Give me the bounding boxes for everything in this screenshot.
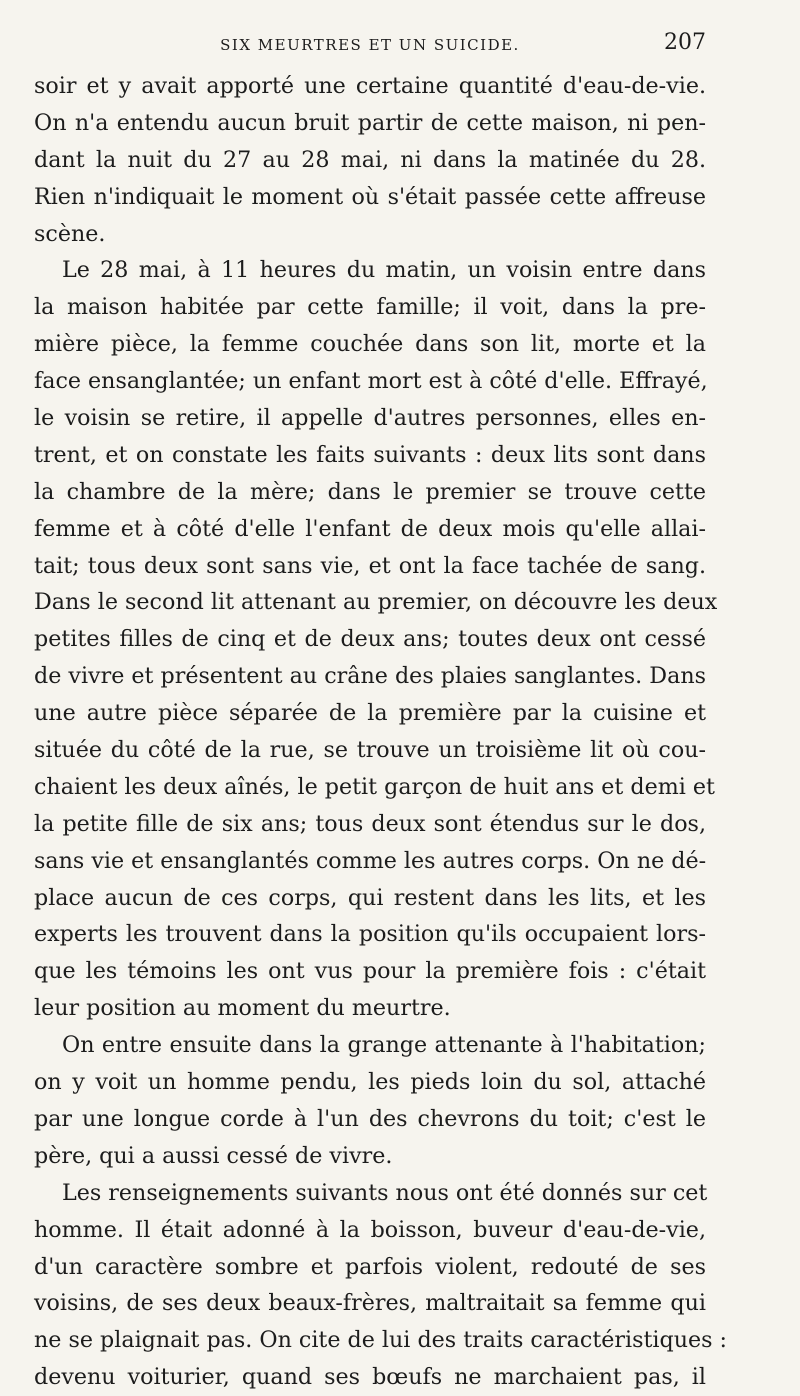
text-line: On n'a entendu aucun bruit partir de cette maison, ni pen-: [34, 109, 706, 136]
text-line: par une longue corde à l'un des chevrons du toit; c'est le: [34, 1105, 706, 1132]
text-line: soir et y avait apporté une certaine quantité d'eau-de-vie.: [34, 73, 706, 99]
text-line: la chambre de la mère; dans le premier se trouve cette: [34, 478, 706, 505]
text-line: sans vie et ensanglantés comme les autres corps. On ne dé-: [34, 847, 707, 874]
text-line: chaient les deux aînés, le petit garçon de huit ans et demi et: [34, 773, 715, 800]
text-line: Dans le second lit attenant au premier, on découvre les deux: [34, 589, 718, 616]
text-line: devenu voiturier, quand ses bœufs ne marchaient pas, il: [34, 1364, 706, 1391]
text-line: de vivre et présentent au crâne des plaies sanglantes. Dans: [34, 663, 706, 690]
text-line: mière pièce, la femme couchée dans son lit, morte et la: [34, 331, 706, 358]
text-line: femme et à côté d'elle l'enfant de deux mois qu'elle allai-: [34, 515, 706, 542]
text-line: dant la nuit du 27 au 28 mai, ni dans la matinée du 28.: [34, 146, 706, 173]
text-line: tait; tous deux sont sans vie, et ont la face tachée de sang.: [34, 552, 706, 579]
body-text: [34, 68, 728, 1396]
text-line: d'un caractère sombre et parfois violent, redouté de ses: [34, 1253, 706, 1280]
text-line: Rien n'indiquait le moment où s'était passée cette affreuse: [34, 183, 706, 210]
text-line: voisins, de ses deux beaux-frères, maltraitait sa femme qui: [34, 1290, 706, 1317]
text-line: que les témoins les ont vus pour la première fois : c'était: [34, 958, 706, 985]
page-number: 207: [664, 30, 706, 55]
text-line: place aucun de ces corps, qui restent dans les lits, et les: [34, 884, 706, 911]
text-line: le voisin se retire, il appelle d'autres personnes, elles en-: [34, 405, 706, 432]
text-line: leur position au moment du meurtre.: [34, 995, 451, 1022]
running-head: SIX MEURTRES ET UN SUICIDE.: [220, 36, 520, 54]
text-line: experts les trouvent dans la position qu'ils occupaient lors-: [34, 921, 706, 948]
text-line: située du côté de la rue, se trouve un troisième lit où cou-: [34, 737, 706, 764]
text-line: petites filles de cinq et de deux ans; toutes deux ont cessé: [34, 626, 706, 653]
text-line: la petite fille de six ans; tous deux sont étendus sur le dos,: [34, 810, 706, 837]
text-line: Les renseignements suivants nous ont été donnés sur cet: [62, 1179, 708, 1206]
text-line: Le 28 mai, à 11 heures du matin, un voisin entre dans: [62, 257, 706, 284]
text-line: On entre ensuite dans la grange attenante à l'habitation;: [62, 1032, 706, 1059]
text-line: face ensanglantée; un enfant mort est à côté d'elle. Effrayé,: [34, 368, 708, 395]
text-line: père, qui a aussi cessé de vivre.: [34, 1142, 393, 1169]
text-line: scène.: [34, 220, 106, 247]
text-line: on y voit un homme pendu, les pieds loin du sol, attaché: [34, 1069, 706, 1096]
text-line: trent, et on constate les faits suivants : deux lits sont dans: [34, 441, 706, 468]
page-header: [34, 30, 706, 60]
text-line: la maison habitée par cette famille; il voit, dans la pre-: [34, 294, 706, 321]
text-line: ne se plaignait pas. On cite de lui des traits caractéristiques :: [34, 1327, 728, 1354]
text-line: homme. Il était adonné à la boisson, buveur d'eau-de-vie,: [34, 1216, 706, 1243]
text-line: une autre pièce séparée de la première par la cuisine et: [34, 700, 706, 727]
